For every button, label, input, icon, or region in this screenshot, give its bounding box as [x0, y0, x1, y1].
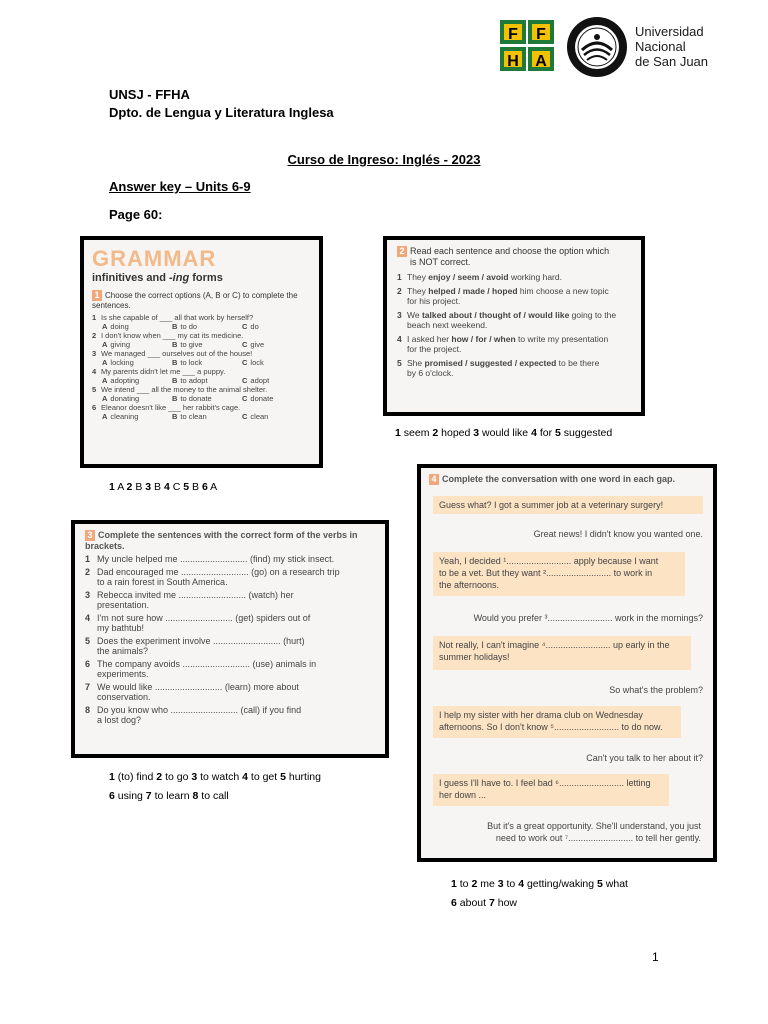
option-c — [242, 412, 268, 421]
question-text: Dad encouraged me ........................... (go) on a research trip — [97, 566, 340, 577]
option-a — [102, 412, 172, 421]
option-text: to clean — [180, 412, 207, 421]
option-text: giving — [110, 340, 131, 349]
question-text: presentation. — [97, 600, 150, 610]
answer-number: 7 — [145, 790, 152, 802]
answer-number: 6 — [451, 897, 457, 909]
question — [85, 554, 375, 565]
question — [85, 590, 375, 611]
question-number: 4 — [92, 367, 97, 376]
question-text: to a rain forest in South America. — [97, 577, 228, 587]
university-seal-icon — [566, 16, 628, 78]
answer-number: 8 — [192, 790, 199, 802]
question — [397, 272, 631, 283]
answer-number: 2 — [156, 771, 163, 783]
answer-number: 3 — [191, 771, 198, 783]
option-letter: C — [242, 322, 248, 331]
exercise-4-image — [417, 464, 717, 862]
answer-value: (to) find — [117, 771, 154, 783]
exercise-3-questions — [85, 554, 375, 726]
exercise-3-instruction — [85, 530, 375, 552]
option-letter: B — [172, 394, 178, 403]
question-options — [92, 358, 311, 367]
answer-number: 3 — [145, 481, 152, 493]
conversation-line-2: Would you prefer ³.......................... work in the mornings? — [473, 613, 703, 623]
question-text: working hard. — [508, 272, 562, 282]
question — [92, 403, 311, 412]
header-institution: UNSJ - FFHA — [109, 87, 190, 102]
option-letter: C — [242, 376, 248, 385]
question-options: how / for / when — [451, 333, 516, 344]
option-c — [242, 358, 264, 367]
conversation-bubble-4 — [433, 706, 681, 738]
exercise-3-answers-line1 — [109, 768, 321, 787]
question-text: going to the — [569, 309, 617, 320]
answer-number: 4 — [163, 481, 170, 493]
exercise-badge: 1 — [92, 290, 102, 301]
answer-value: about — [459, 897, 487, 909]
question-text: a lost dog? — [97, 715, 142, 725]
question — [92, 367, 311, 376]
question-text: Eleanor doesn't like ___ her rabbit's cage. — [101, 403, 241, 412]
question-number: 5 — [397, 357, 402, 368]
question-text: the animals? — [97, 646, 149, 656]
answer-value: would like — [482, 427, 529, 439]
question-text: Does the experiment involve ........................... (hurt) — [97, 635, 305, 646]
answer-value: what — [605, 878, 628, 890]
question — [92, 331, 311, 340]
question — [397, 358, 631, 379]
option-b — [172, 394, 242, 403]
answer-number: 5 — [555, 427, 561, 439]
exercise-4-instruction — [429, 474, 675, 485]
option-text: to lock — [180, 358, 203, 367]
page-number: 1 — [652, 950, 659, 964]
question-text: Rebecca invited me ........................... (watch) her — [97, 589, 294, 600]
question-text: experiments. — [97, 669, 149, 679]
university-name-line3: de San Juan — [635, 54, 709, 69]
svg-text:H: H — [507, 53, 519, 70]
option-text: cleaning — [110, 412, 139, 421]
option-text: donating — [110, 394, 140, 403]
answer-key-title: Answer key – Units 6-9 — [109, 179, 251, 194]
option-letter: A — [102, 412, 108, 421]
answer-value: B — [135, 481, 143, 493]
answer-number: 2 — [126, 481, 133, 493]
question-text: They — [407, 272, 429, 282]
university-name-line1: Universidad — [635, 24, 704, 39]
option-text: do — [250, 322, 259, 331]
exercise-4-answers-line2 — [451, 894, 517, 913]
bubble-text: I guess I'll have to. I feel bad ⁶.......................... letting — [439, 778, 651, 788]
answer-value: seem — [403, 427, 430, 439]
question-number: 1 — [92, 313, 97, 322]
question — [92, 385, 311, 394]
answer-value: getting/waking — [526, 878, 595, 890]
question-number: 6 — [85, 658, 91, 669]
option-letter: A — [102, 376, 108, 385]
question-text: for his project. — [407, 296, 461, 306]
question-options: promised / suggested / expected — [424, 357, 557, 368]
option-letter: B — [172, 340, 178, 349]
option-a — [102, 394, 172, 403]
question-number: 7 — [85, 681, 91, 692]
answer-number: 1 — [395, 427, 401, 439]
answer-value: using — [117, 790, 143, 802]
option-letter: A — [102, 358, 108, 367]
answer-value: A — [210, 481, 218, 493]
exercise-3-answers-line2 — [109, 787, 229, 806]
exercise-2-answers — [395, 424, 612, 443]
answer-number: 6 — [201, 481, 208, 493]
bubble-text: to be a vet. But they want ².......................... to work in — [439, 568, 653, 578]
option-b — [172, 322, 242, 331]
answer-value: hoped — [441, 427, 471, 439]
option-letter: C — [242, 412, 248, 421]
question-text: I asked her — [407, 333, 452, 344]
page-label: Page 60: — [109, 207, 163, 222]
answer-number: 4 — [518, 878, 525, 890]
question — [85, 682, 375, 703]
option-b — [172, 376, 242, 385]
option-text: doing — [110, 322, 129, 331]
option-letter: B — [172, 322, 178, 331]
exercise-4-answers-line1 — [451, 875, 628, 894]
instruction-text: Complete the sentences with the correct form of the verbs in brackets. — [85, 530, 358, 551]
instruction-line1: Read each sentence and choose the option which — [410, 246, 610, 256]
option-a — [102, 358, 172, 367]
grammar-title: GRAMMAR — [92, 246, 217, 271]
question-text: him choose a new topic — [517, 285, 609, 296]
question-text: Do you know who ........................... (call) if you find — [97, 704, 302, 715]
conversation-bubble-5 — [433, 774, 669, 806]
course-title: Curso de Ingreso: Inglés - 2023 — [287, 152, 481, 167]
conversation-line-1: Great news! I didn't know you wanted one. — [533, 529, 703, 539]
question — [397, 286, 631, 307]
answer-number: 4 — [531, 427, 537, 439]
answer-value: to — [459, 878, 469, 890]
question-options: helped / made / hoped — [428, 285, 518, 296]
bubble-text: I help my sister with her drama club on Wednesday — [439, 710, 643, 720]
question-number: 5 — [85, 635, 91, 646]
university-name — [635, 24, 708, 69]
question-text: We would like ........................... (learn) more about — [97, 681, 299, 692]
answer-value: B — [192, 481, 200, 493]
question-options: enjoy / seem / avoid — [428, 272, 509, 282]
university-name-line2: Nacional — [635, 39, 686, 54]
option-text: adopt — [250, 376, 270, 385]
question-number: 1 — [397, 272, 402, 282]
question — [92, 349, 311, 358]
exercise-1-questions — [92, 313, 311, 421]
question-text: Is she capable of ___ all that work by herself? — [101, 313, 254, 322]
answer-value: how — [497, 897, 517, 909]
answer-value: B — [154, 481, 162, 493]
option-text: to donate — [180, 394, 212, 403]
svg-text:F: F — [536, 26, 546, 43]
question-number: 5 — [92, 385, 97, 394]
question — [85, 613, 375, 634]
question-options — [92, 376, 311, 385]
option-text: donate — [250, 394, 274, 403]
question-text: We managed ___ ourselves out of the house! — [101, 349, 253, 358]
grammar-subtitle — [92, 272, 311, 284]
answer-value: C — [172, 481, 181, 493]
option-c — [242, 322, 259, 331]
question-options — [92, 340, 311, 349]
exercise-2-questions — [397, 272, 631, 379]
question-text: my bathtub! — [97, 623, 145, 633]
exercise-2-image — [383, 236, 645, 416]
conversation-bubble-2 — [433, 552, 685, 596]
option-letter: A — [102, 394, 108, 403]
question-text: My uncle helped me ........................... (find) my stick insect. — [97, 554, 335, 564]
conversation-bubble-1 — [433, 496, 703, 514]
question-text: to be there — [556, 357, 600, 368]
answer-number: 1 — [451, 878, 457, 890]
bubble-text: Guess what? I got a summer job at a veterinary surgery! — [439, 500, 664, 510]
question-number: 3 — [85, 589, 91, 600]
option-a — [102, 376, 172, 385]
header-department: Dpto. de Lengua y Literatura Inglesa — [109, 105, 334, 120]
answer-number: 6 — [109, 790, 115, 802]
question-text: The company avoids ........................... (use) animals in — [97, 658, 317, 669]
question-options — [92, 412, 311, 421]
answer-number: 5 — [597, 878, 603, 890]
option-text: give — [250, 340, 265, 349]
option-letter: C — [242, 358, 248, 367]
line-text: But it's a great opportunity. She'll understand, you just — [487, 821, 701, 831]
bubble-text: her down ... — [439, 790, 487, 800]
option-letter: C — [242, 394, 248, 403]
exercise-3-image — [71, 520, 389, 758]
answer-value: to go — [165, 771, 189, 783]
question-text: She — [407, 357, 425, 368]
question-text: beach next weekend. — [407, 320, 488, 330]
option-letter: B — [172, 412, 178, 421]
answer-number: 2 — [471, 878, 478, 890]
answer-number: 7 — [488, 897, 495, 909]
instruction-text: Complete the conversation with one word in each gap. — [442, 474, 676, 484]
question-number: 2 — [85, 566, 91, 577]
option-letter: C — [242, 340, 248, 349]
question — [85, 567, 375, 588]
exercise-badge: 2 — [397, 246, 407, 257]
conversation-line-5 — [487, 820, 701, 844]
option-text: to give — [180, 340, 203, 349]
svg-text:F: F — [508, 26, 518, 43]
option-text: to do — [180, 322, 198, 331]
option-b — [172, 358, 242, 367]
conversation-bubble-3 — [433, 636, 691, 670]
answer-value: to get — [250, 771, 278, 783]
bubble-text: the afternoons. — [439, 580, 500, 590]
question-number: 6 — [92, 403, 97, 412]
svg-text:A: A — [535, 53, 547, 70]
question-options — [92, 394, 311, 403]
instruction-text: Choose the correct options (A, B or C) to complete the sentences. — [92, 291, 298, 310]
answer-value: for — [539, 427, 553, 439]
answer-value: suggested — [563, 427, 613, 439]
question-number: 4 — [397, 333, 402, 344]
answer-number: 3 — [497, 878, 504, 890]
conversation-line-3: So what's the problem? — [609, 685, 703, 695]
answer-number: 2 — [432, 427, 439, 439]
subtitle-forms: forms — [189, 272, 223, 284]
answer-value: hurting — [288, 771, 321, 783]
answer-number: 5 — [183, 481, 190, 493]
option-b — [172, 340, 242, 349]
option-text: locking — [110, 358, 134, 367]
option-text: to adopt — [180, 376, 208, 385]
question-options — [92, 322, 311, 331]
option-c — [242, 340, 264, 349]
question-number: 2 — [92, 331, 97, 340]
option-a — [102, 340, 172, 349]
exercise-badge: 3 — [85, 530, 95, 541]
answer-number: 3 — [473, 427, 480, 439]
answer-number: 1 — [109, 481, 115, 493]
exercise-1-answers — [109, 478, 217, 497]
question-text: conservation. — [97, 692, 151, 702]
question — [397, 334, 631, 355]
question-text: by 6 o'clock. — [407, 368, 454, 378]
option-c — [242, 394, 273, 403]
bubble-text: summer holidays! — [439, 652, 510, 662]
conversation-line-4: Can't you talk to her about it? — [586, 753, 703, 763]
question-text: I'm not sure how ........................... (get) spiders out of — [97, 612, 311, 623]
answer-value: to watch — [200, 771, 240, 783]
question-text: My parents didn't let me ___ a puppy. — [101, 367, 226, 376]
option-c — [242, 376, 269, 385]
exercise-1-instruction — [92, 290, 311, 311]
option-text: clean — [250, 412, 269, 421]
question-number: 3 — [92, 349, 97, 358]
answer-value: to — [506, 878, 516, 890]
answer-value: A — [117, 481, 124, 493]
option-letter: B — [172, 358, 178, 367]
answer-number: 1 — [109, 771, 115, 783]
option-letter: A — [102, 322, 108, 331]
option-letter: B — [172, 376, 178, 385]
option-b — [172, 412, 242, 421]
exercise-badge: 4 — [429, 474, 439, 485]
question-text: I don't know when ___ my cat its medicine. — [101, 331, 244, 340]
bubble-text: afternoons. So I don't know ⁵.......................... to do now. — [439, 722, 663, 732]
answer-number: 4 — [242, 771, 248, 783]
question-text: to write my presentation — [515, 333, 609, 344]
question-options: talked about / thought of / would like — [421, 309, 570, 320]
answer-value: to call — [201, 790, 229, 802]
question-text: They — [407, 285, 429, 296]
answer-value: me — [480, 878, 495, 890]
bubble-text: Not really, I can't imagine ⁴.......................... up early in the — [439, 640, 670, 650]
question-number: 1 — [85, 554, 91, 564]
line-text: need to work out ⁷.......................... to tell her gently. — [495, 833, 701, 843]
subtitle-ing: -ing — [169, 272, 190, 284]
answer-number: 5 — [280, 771, 286, 783]
question — [85, 659, 375, 680]
question — [85, 636, 375, 657]
instruction-line2: is NOT correct. — [410, 257, 471, 267]
exercise-1-image — [80, 236, 323, 468]
option-text: lock — [250, 358, 264, 367]
question-text: We intend ___ all the money to the animal shelter. — [101, 385, 268, 394]
question — [92, 313, 311, 322]
question-text: for the project. — [407, 344, 462, 354]
ffha-logo — [500, 20, 556, 72]
subtitle-text: infinitives and — [92, 272, 170, 284]
option-a — [102, 322, 172, 331]
answer-value: to learn — [154, 790, 190, 802]
option-letter: A — [102, 340, 108, 349]
question — [397, 310, 631, 331]
question-text: We — [407, 309, 422, 320]
question-number: 8 — [85, 704, 91, 715]
exercise-2-instruction — [397, 246, 631, 268]
question-number: 2 — [397, 285, 402, 296]
option-text: adopting — [110, 376, 140, 385]
question-number: 4 — [85, 612, 91, 623]
bubble-text: Yeah, I decided ¹.......................... apply because I want — [439, 556, 659, 566]
question-number: 3 — [397, 309, 402, 320]
question — [85, 705, 375, 726]
